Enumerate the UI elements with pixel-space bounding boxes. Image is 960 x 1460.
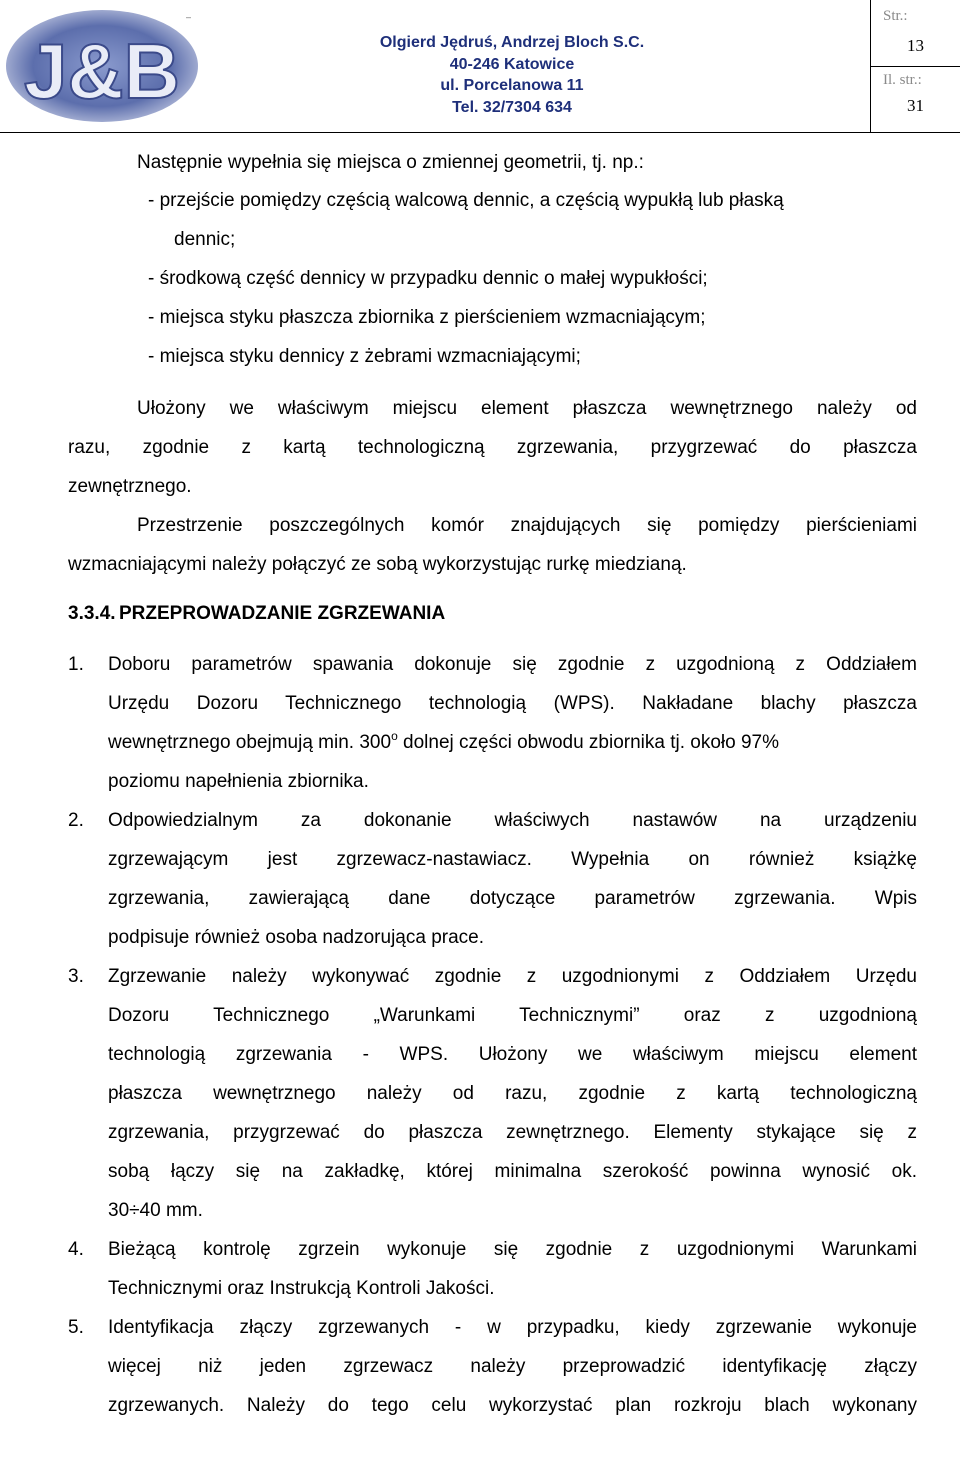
intro-text: Następnie wypełnia się miejsca o zmiennej geometrii, tj. np.:: [137, 152, 644, 173]
list-item: - miejsca styku dennicy z żebrami wzmacniającymi;: [148, 346, 581, 367]
item-line: Dozoru Technicznego „Warunkami Technicznymi” oraz z uzgodnioną: [108, 1005, 917, 1026]
pages-total: 31: [907, 96, 924, 115]
item-line: więcej niż jeden zgrzewacz należy przeprowadzić identyfikację złączy: [108, 1356, 917, 1377]
item-line: technologią zgrzewania - WPS. Ułożony we właściwym miejscu element: [108, 1044, 917, 1065]
section-title: PRZEPROWADZANIE ZGRZEWANIA: [119, 603, 446, 624]
item-line: sobą łączy się na zakładkę, której minimalna szerokość powinna wynosić ok.: [108, 1161, 917, 1182]
item-line: zgrzewania, przygrzewać do płaszcza zewnętrznego. Elementy stykające się z: [108, 1122, 917, 1143]
company-name: Olgierd Jędruś, Andrzej Bloch S.C.: [379, 34, 645, 51]
item-line: podpisuje również osoba nadzorująca prace.: [108, 927, 485, 948]
company-city: 40-246 Katowice: [449, 55, 575, 73]
company-block: [362, 32, 662, 118]
item-line: płaszcza wewnętrznego należy od razu, zgodnie z kartą technologiczną: [108, 1083, 917, 1104]
item-number: 2.: [68, 810, 84, 831]
item-number: 1.: [68, 654, 84, 675]
item-number: 5.: [68, 1317, 84, 1338]
header-divider: [0, 132, 960, 133]
list-item: - przejście pomiędzy częścią walcową dennic, a częścią wypukłą lub płaską: [148, 190, 784, 211]
svg-text:J&B: J&B: [23, 27, 181, 115]
item-number: 4.: [68, 1239, 84, 1260]
item-line: Odpowiedzialnym za dokonanie właściwych nastawów na urządzeniu: [108, 810, 917, 831]
company-street: ul. Porcelanowa 11: [440, 77, 584, 94]
page-number-box: [870, 0, 960, 132]
company-phone: Tel. 32/7304 634: [452, 98, 572, 116]
list-item: - środkową część dennicy w przypadku dennic o małej wypukłości;: [148, 268, 708, 289]
item-line: 30÷40 mm.: [108, 1200, 203, 1221]
page-box-divider: [871, 66, 960, 67]
paragraph-line: Ułożony we właściwym miejscu element płaszcza wewnętrznego należy od: [137, 398, 917, 419]
document-header: [0, 0, 960, 133]
logo-mark-dash: –: [186, 12, 192, 22]
company-logo: [4, 6, 200, 124]
list-item: dennic;: [174, 229, 236, 250]
page-number: 13: [907, 36, 924, 55]
item-line: Bieżącą kontrolę zgrzein wykonuje się zgodnie z uzgodnionymi Warunkami: [108, 1239, 917, 1260]
list-item: - miejsca styku płaszcza zbiornika z pierścieniem wzmacniającym;: [148, 307, 706, 328]
item-line: Identyfikacja złączy zgrzewanych - w przypadku, kiedy zgrzewanie wykonuje: [108, 1317, 917, 1338]
degree-superscript: o: [391, 728, 398, 743]
paragraph-line: razu, zgodnie z kartą technologiczną zgrzewania, przygrzewać do płaszcza: [68, 437, 917, 458]
item-line: zgrzewanych. Należy do tego celu wykorzystać plan rozkroju blach wykonany: [108, 1395, 917, 1416]
section-number: 3.3.4.: [68, 603, 116, 624]
item-line: [108, 728, 917, 754]
page-label: Str.:: [883, 8, 908, 24]
item-line: Zgrzewanie należy wykonywać zgodnie z uzgodnionymi z Oddziałem Urzędu: [108, 966, 917, 987]
item-line: poziomu napełnienia zbiornika.: [108, 771, 369, 792]
item-line-part: wewnętrznego obejmują min. 300$^o$ dolnej części obwodu zbiornika tj. około 97%: [108, 728, 780, 753]
paragraph-line: wzmacniającymi należy połączyć ze sobą wykorzystując rurkę miedzianą.: [68, 554, 687, 575]
paragraph-line: zewnętrznego.: [68, 476, 192, 497]
item-line: Doboru parametrów spawania dokonuje się zgodnie z uzgodnioną z Oddziałem: [108, 654, 917, 675]
item-line: Urzędu Dozoru Technicznego technologią (WPS). Nakładane blachy płaszcza: [108, 693, 917, 714]
item-line: zgrzewającym jest zgrzewacz-nastawiacz. Wypełnia on również książkę: [108, 849, 917, 870]
item-number: 3.: [68, 966, 84, 987]
paragraph-line: Przestrzenie poszczególnych komór znajdujących się pomiędzy pierścieniami: [137, 515, 917, 536]
pages-label: Il. str.:: [883, 72, 922, 88]
item-line: Technicznymi oraz Instrukcją Kontroli Jakości.: [108, 1278, 495, 1299]
item-line: zgrzewania, zawierającą dane dotyczące parametrów zgrzewania. Wpis: [108, 888, 917, 909]
